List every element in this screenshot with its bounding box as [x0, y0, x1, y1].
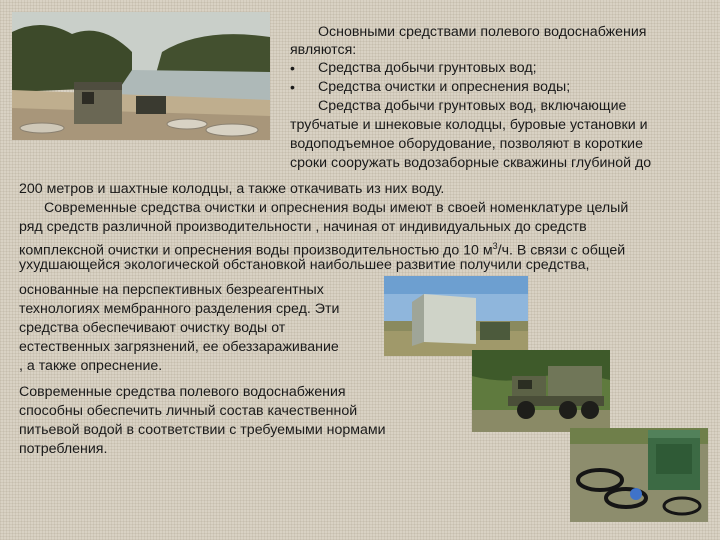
intro-line-2: являются:	[290, 42, 357, 58]
para2-line-4: ухудшающейся экологической обстановкой наибольшее развитие получили средства,	[19, 257, 590, 273]
bullet-item-1: Средства добычи грунтовых вод;	[318, 60, 537, 76]
para3-line-4: потребления.	[19, 441, 108, 457]
bullet-item-2: Средства очистки и опреснения воды;	[318, 79, 571, 95]
para2-line-2: ряд средств различной производительности , начиная от индивидуальных до средств	[19, 219, 587, 235]
bullet-1: •	[290, 60, 295, 76]
para2-line-6: технологиях мембранного разделения сред. Эти	[19, 301, 340, 317]
intro-line-1: Основными средствами полевого водоснабжения	[318, 24, 647, 40]
para1-line-2: трубчатые и шнековые колодцы, буровые установки и	[290, 117, 648, 133]
para3-line-1: Современные средства полевого водоснабжения	[19, 384, 346, 400]
para2-line-9: , а также опреснение.	[19, 358, 163, 374]
para2-line-1: Современные средства очистки и опреснения воды имеют в своей номенклатуре целый	[44, 200, 629, 216]
superscript-3: 3	[492, 241, 498, 251]
para1-line-3: водоподъемное оборудование, позволяют в короткие	[290, 136, 643, 152]
photo-equipment-hoses	[570, 428, 708, 522]
para2-line-5: основанные на перспективных безреагентных	[19, 282, 324, 298]
photo-river-field-station	[12, 12, 270, 140]
para1-line-5: 200 метров и шахтные колодцы, а также откачивать из них воду.	[19, 181, 445, 197]
photo-container-unit	[384, 276, 528, 356]
para3-line-3: питьевой водой в соответствии с требуемыми нормами	[19, 422, 386, 438]
para1-line-4: сроки сооружать водозаборные скважины глубиной до	[290, 155, 652, 171]
bullet-2: •	[290, 79, 295, 95]
para1-line-1: Средства добычи грунтовых вод, включающие	[318, 98, 627, 114]
para2-line-7: средства обеспечивают очистку воды от	[19, 320, 286, 336]
para2-line-8: естественных загрязнений, ее обеззараживание	[19, 339, 339, 355]
para3-line-2: способны обеспечить личный состав качественной	[19, 403, 358, 419]
para2-line-3: комплексной очистки и опреснения воды производительностью до 10 $м^3/ч$. В связи с общей	[19, 241, 626, 259]
photo-military-truck	[472, 350, 610, 432]
